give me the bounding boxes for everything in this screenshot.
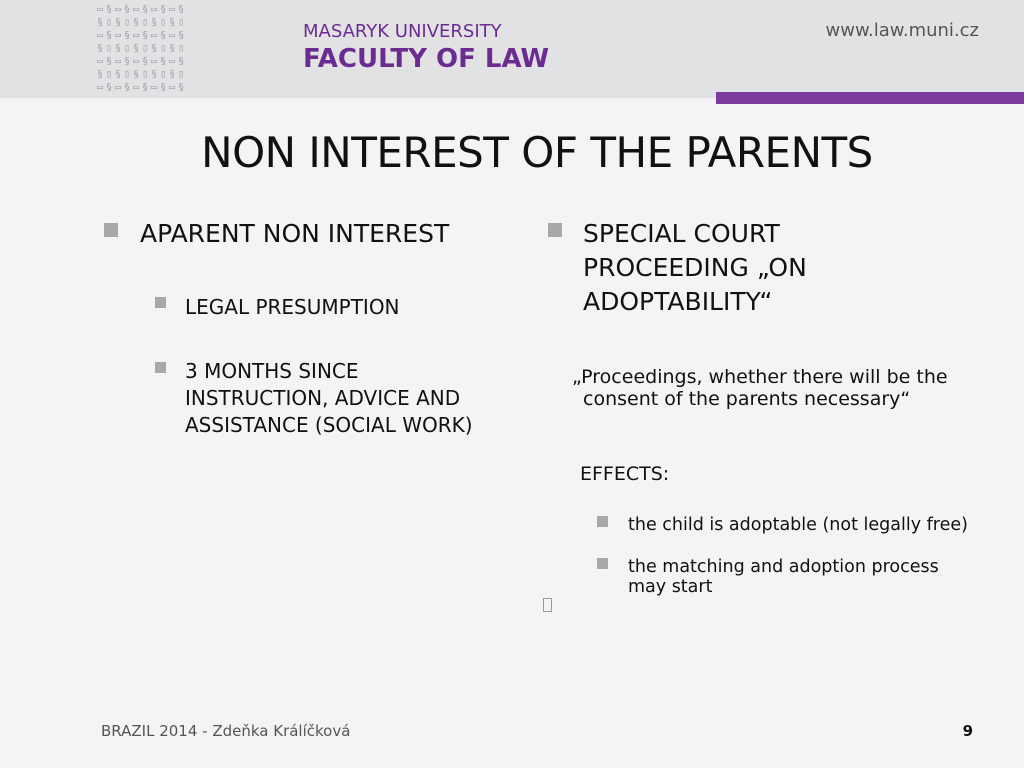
effects-label: EFFECTS: [580, 463, 670, 485]
footer-author: BRAZIL 2014 - Zdeňka Králíčková [101, 722, 351, 740]
bullet-icon [155, 362, 166, 373]
effect-item: the child is adoptable (not legally free) [628, 515, 968, 535]
placeholder-glyph-icon [543, 598, 552, 612]
bullet-icon [104, 223, 118, 237]
proceedings-quote: „Proceedings, whether there will be the consent of the parents necessary“ [572, 366, 948, 410]
faculty-name: FACULTY OF LAW [303, 44, 550, 74]
bullet-icon [597, 516, 608, 527]
right-heading: SPECIAL COURT PROCEEDING „ON ADOPTABILITY“ [583, 219, 807, 316]
page-number: 9 [962, 722, 973, 740]
left-subitem: 3 MONTHS SINCE INSTRUCTION, ADVICE AND ASSISTANCE (SOCIAL WORK) [185, 359, 473, 437]
bullet-icon [597, 558, 608, 569]
left-heading: APARENT NON INTEREST [140, 219, 450, 248]
university-name: MASARYK UNIVERSITY [303, 21, 502, 42]
accent-bar [716, 92, 1024, 104]
effect-item: the matching and adoption process may start [628, 557, 939, 597]
bullet-icon [155, 297, 166, 308]
bullet-icon [548, 223, 562, 237]
left-subitem: LEGAL PRESUMPTION [185, 295, 400, 319]
logo-pattern: ▭§▭§▭§▭§▭§ §▯§▯§▯§▯§▯ ▭§▭§▭§▭§▭§ §▯§▯§▯§▯§▯ ▭§▭§▭§▭§▭§ §▯§▯§▯§▯§▯ ▭§▭§▭§▭§▭§ [97, 4, 188, 93]
slide-title: NON INTEREST OF THE PARENTS [201, 128, 873, 177]
website-url: www.law.muni.cz [825, 20, 979, 41]
